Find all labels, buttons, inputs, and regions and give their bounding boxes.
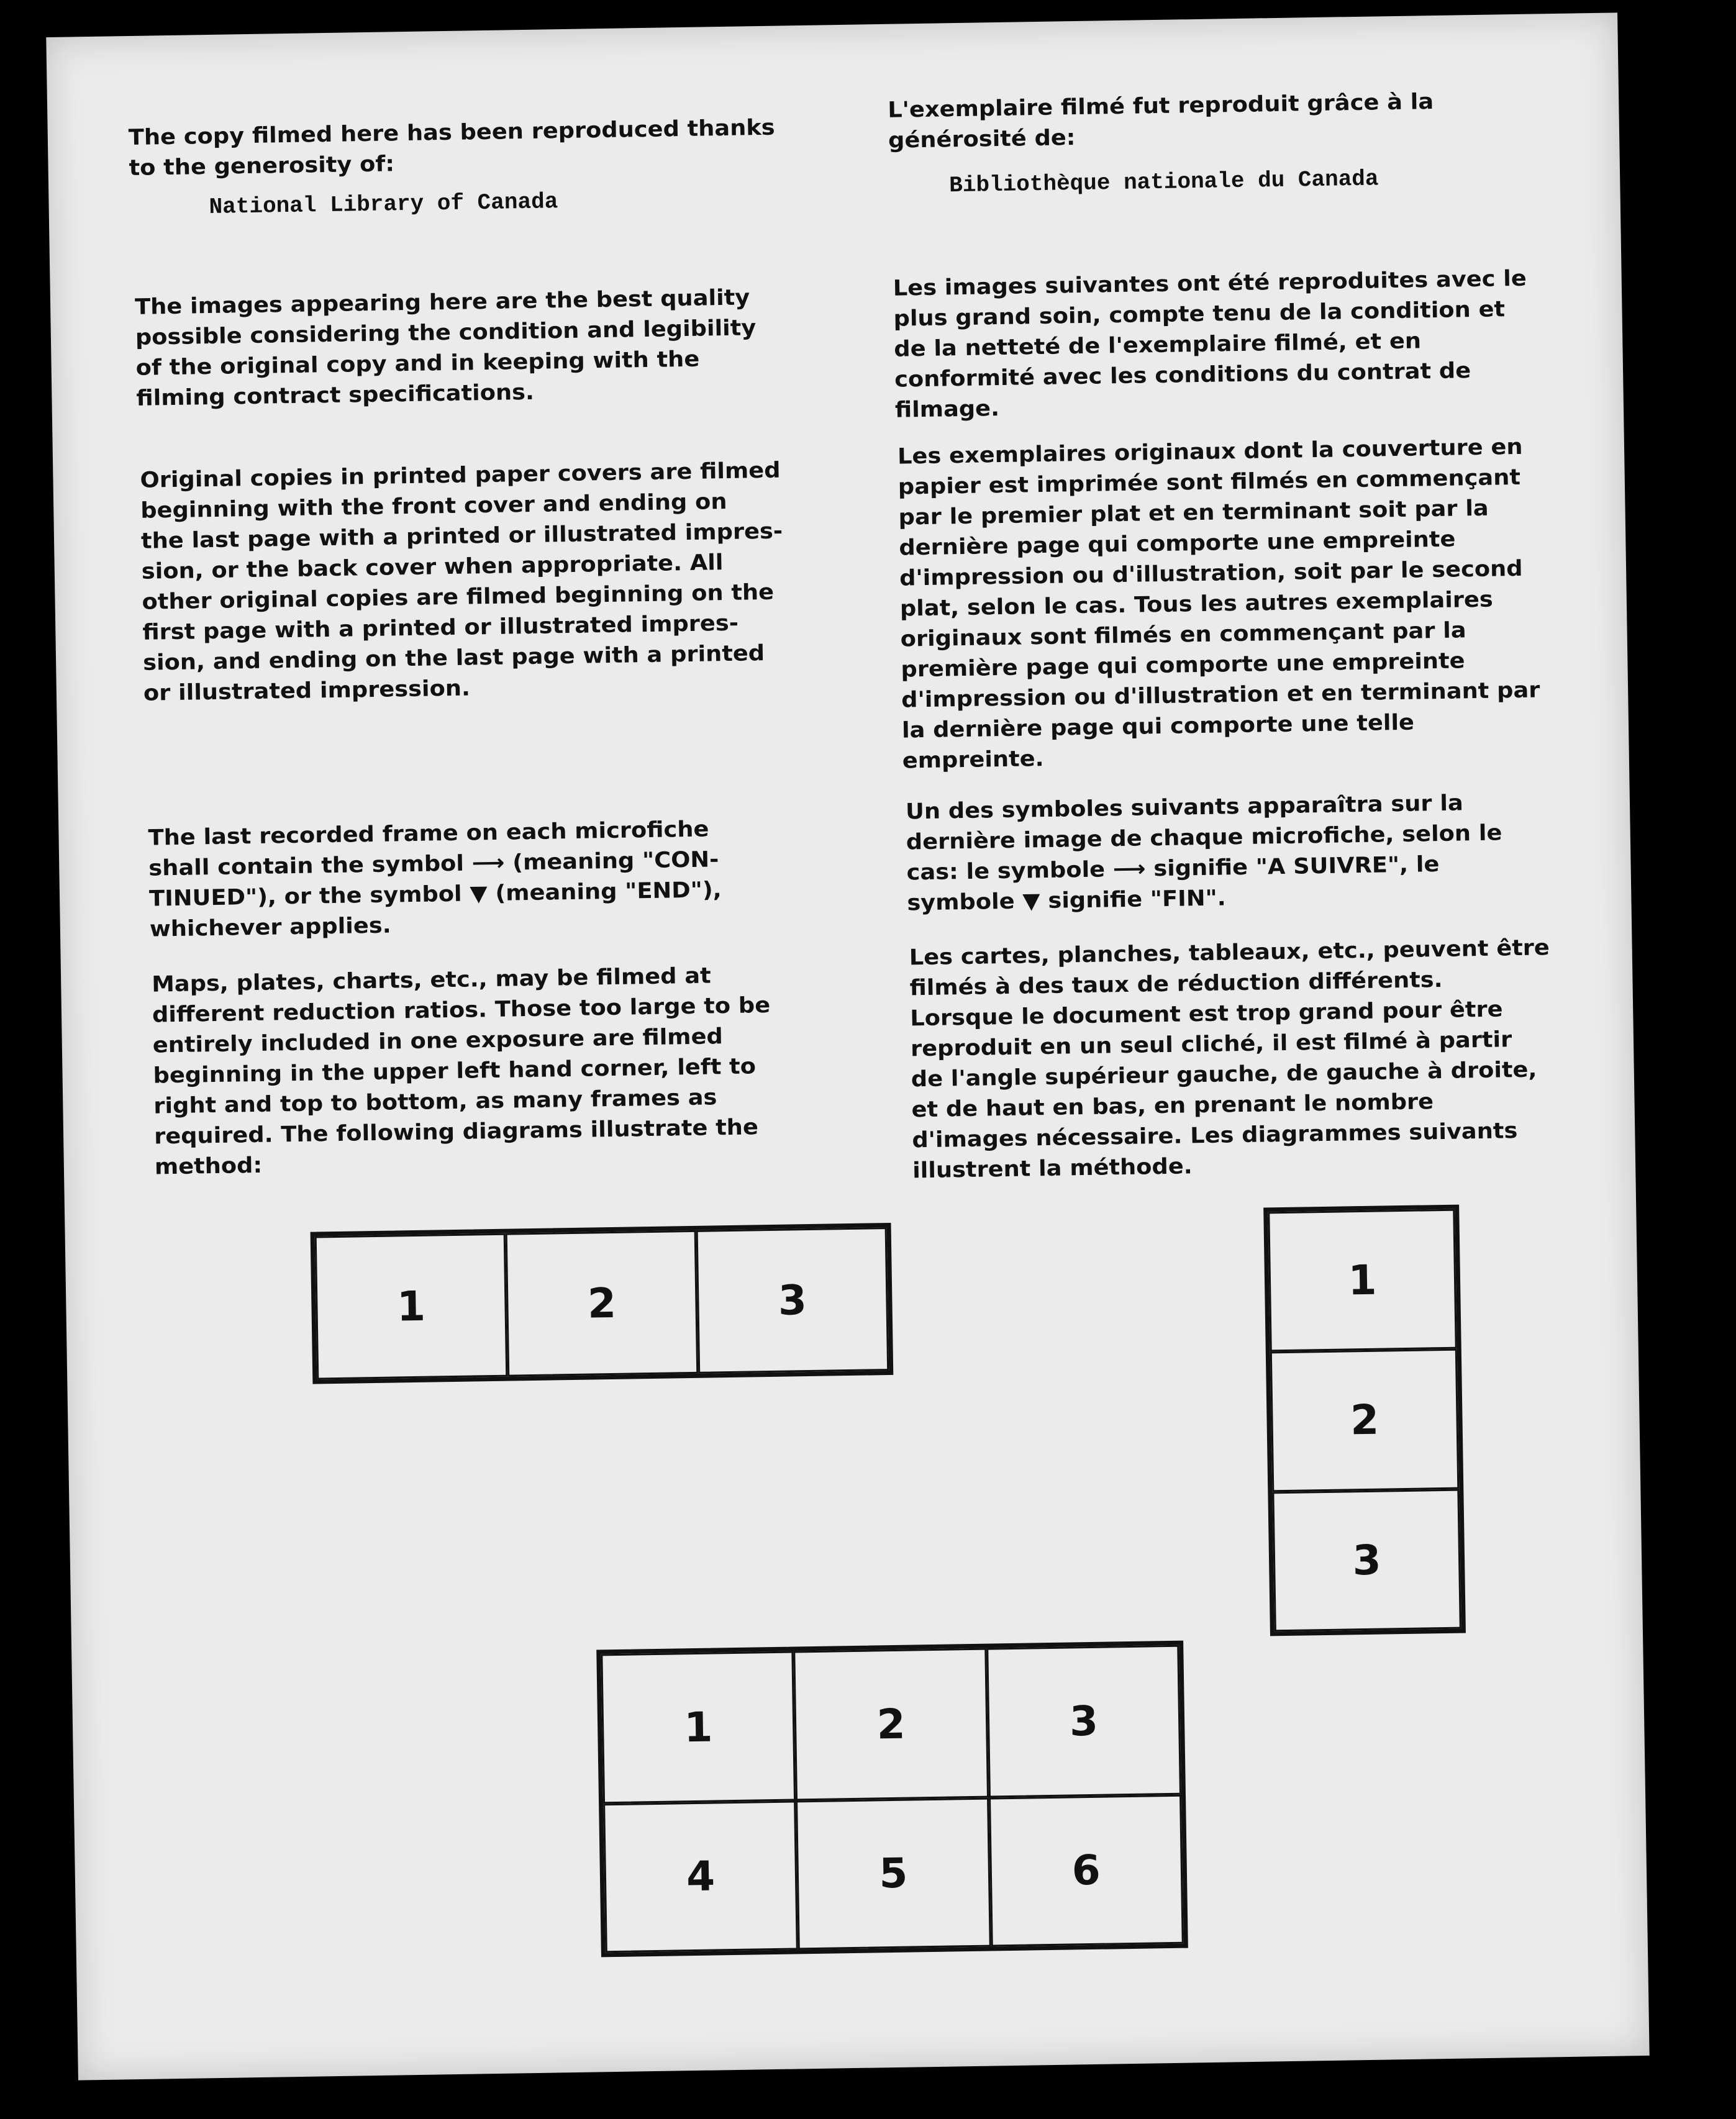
french-image-quality-paragraph: Les images suivantes ont été reproduites avec le plus grand soin, compte tenu de la condition et de la netteté de l'exemplaire filmé, et en conformité avec les conditions du contrat de filmage. [893,266,1527,423]
frame-cell: 3 [1272,1489,1461,1631]
diagram-horizontal-frames [311,1223,894,1384]
frame-cell: 3 [696,1227,889,1374]
frame-cell: 1 [315,1233,508,1380]
frame-cell: 1 [601,1651,796,1803]
french-covers-paragraph: Les exemplaires originaux dont la couverture en papier est imprimée sont filmés en commençant par le premier plat et en terminant soit par la dernière page qui comporte une empreinte d'impression ou d'illustration, soit par le second plat, selon le cas. Tous les autres exemplaires originaux sont filmés en commençant par la première page qui comporte une empreinte d'impression ou d'illustration et en terminant par la dernière page qui comporte une telle empreinte. [897,434,1540,774]
french-intro: L'exemplaire filmé fut reproduit grâce à la générosité de: [888,89,1434,153]
frame-cell: 5 [796,1797,991,1949]
english-maps-paragraph: Maps, plates, charts, etc., may be filmed at different reduction ratios. Those too large to be entirely included in one exposure are filmed beginning in the upper left hand corner, left to right and top to bottom, as many frames as required. The following diagrams illustrate the method: [151,963,771,1180]
french-library-name: Bibliothèque nationale du Canada [948,166,1379,199]
frame-cell: 2 [506,1230,699,1377]
diagram-vertical-frames [1263,1205,1466,1636]
frame-cell: 2 [1270,1349,1460,1492]
frame-cell: 2 [794,1648,989,1800]
english-intro: The copy filmed here has been reproduced thanks to the generosity of: [128,115,775,181]
frame-cell: 3 [986,1645,1181,1797]
english-image-quality-paragraph: The images appearing here are the best quality possible considering the condition and legibility of the original copy and in keeping with the filming contract specifications. [134,285,757,411]
frame-cell: 4 [603,1800,798,1953]
english-symbols-paragraph: The last recorded frame on each microfiche shall contain the symbol ⟶ (meaning "CON- TINUED"), or the symbol ▼ (meaning "END"), whichever applies. [148,817,722,942]
french-maps-paragraph: Les cartes, planches, tableaux, etc., peuvent être filmés à des taux de réduction différents. Lorsque le document est trop grand pour être reproduit en un seul cliché, il est filmé à partir de l'angle supérieur gauche, de gauche à droite, et de haut en bas, en prenant le nombre d'images nécessaire. Les diagrammes suivants illustrent la méthode. [909,935,1550,1184]
french-symbols-paragraph: Un des symboles suivants apparaîtra sur la dernière image de chaque microfiche, selon le cas: le symbole ⟶ signifie "A SUIVRE", le symbole ▼ signifie "FIN". [905,791,1502,916]
frame-cell: 1 [1268,1209,1457,1352]
frame-cell: 6 [989,1794,1184,1946]
english-covers-paragraph: Original copies in printed paper covers are filmed beginning with the front cover and ending on the last page with a printed or illustrated impres- sion, or the back cover when appropriate. All other original copies are filmed beginning on the first page with a printed or illustrated impres- sion, and ending on the last page with a printed or illustrated impression. [140,458,783,706]
english-library-name: National Library of Canada [209,189,558,220]
document-sheet [46,12,1649,2080]
diagram-grid-frames [596,1641,1188,1958]
